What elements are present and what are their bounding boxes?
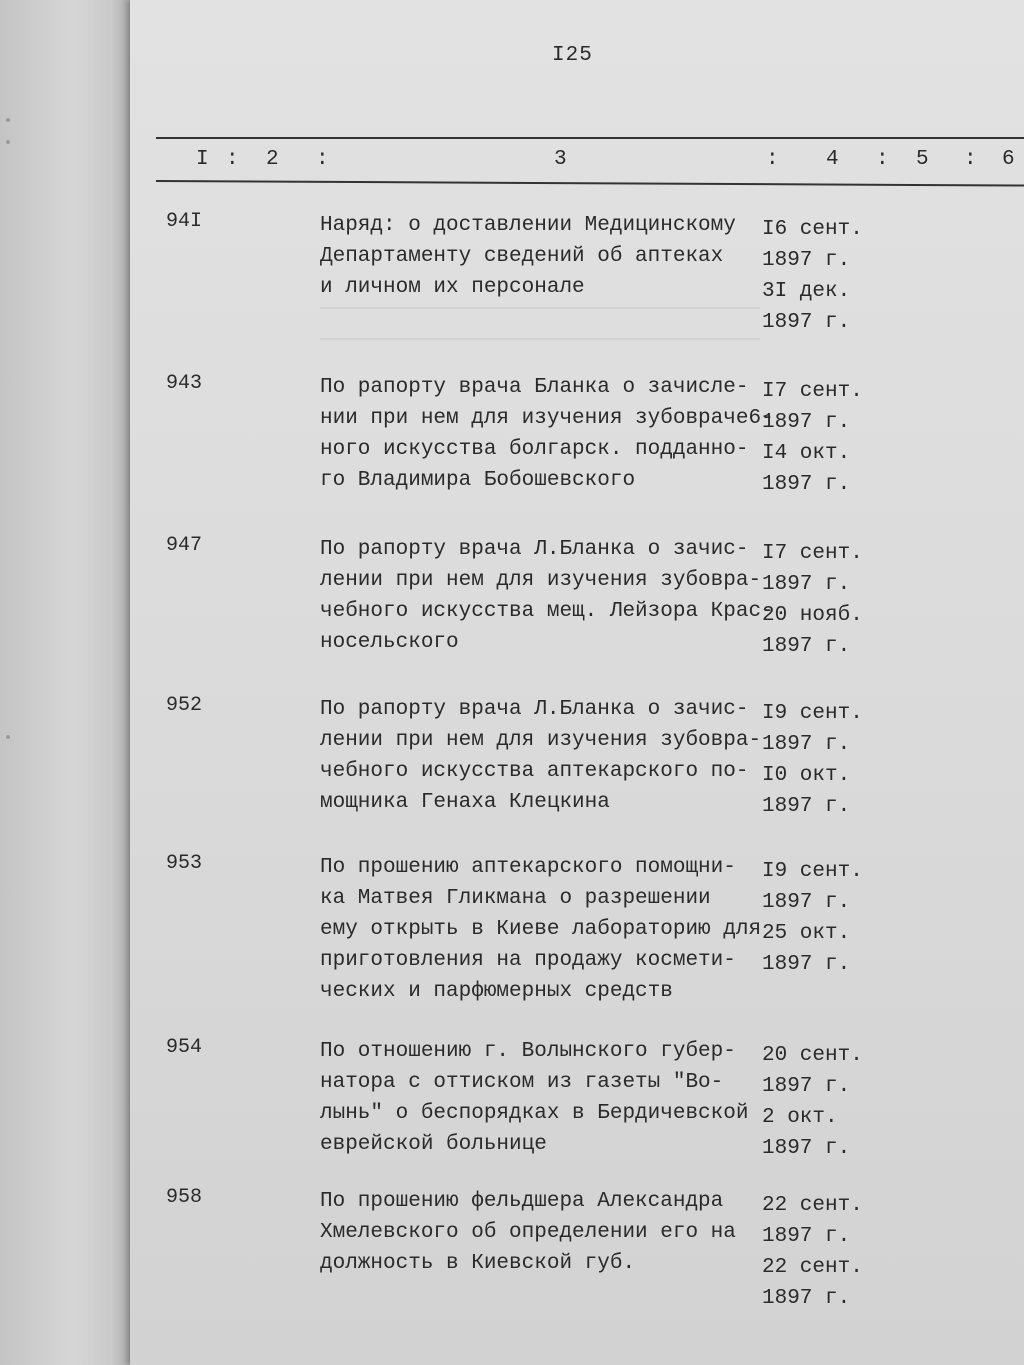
column-separator: : (316, 148, 329, 171)
column-header-6: 6 (1002, 148, 1015, 171)
entry-dates: I7 сент. 1897 г. I4 окт. 1897 г. (762, 380, 863, 496)
entry-number: 947 (166, 534, 203, 557)
entry-dates: I9 сент. 1897 г. 25 окт. 1897 г. (762, 860, 863, 976)
column-separator: : (876, 148, 889, 171)
column-header-2: 2 (266, 148, 279, 171)
bleed-through (320, 300, 760, 340)
entry-dates: 20 сент. 1897 г. 2 окт. 1897 г. (762, 1044, 863, 1160)
entry-number: 958 (166, 1186, 203, 1209)
binding-mark (6, 735, 10, 739)
binding-mark (6, 140, 10, 144)
column-separator: : (226, 148, 239, 171)
binding-mark (6, 118, 10, 122)
entry-number: 943 (166, 372, 203, 395)
entry-number: 952 (166, 694, 203, 717)
column-header-3: 3 (554, 148, 567, 171)
entry-description: По рапорту врача Бланка о зачисле- нии при нем для изучения зубовраче6- ного искусства болгарск. подданно- го Владимира Бобошевского (320, 376, 774, 492)
column-separator: : (766, 148, 779, 171)
entry-dates: 22 сент. 1897 г. 22 сент. 1897 г. (762, 1194, 863, 1310)
entry-dates: I9 сент. 1897 г. I0 окт. 1897 г. (762, 702, 863, 818)
entry-description: Наряд: о доставлении Медицинскому Департаменту сведений об аптеках и личном их персонале (320, 214, 736, 299)
header-rule-bottom (156, 180, 1024, 187)
column-header-1: I (196, 148, 209, 171)
book-spine (0, 0, 132, 1365)
entry-description: По прошению фельдшера Александра Хмелевского об определении его на должность в Киевской губ. (320, 1190, 736, 1275)
column-header-5: 5 (916, 148, 929, 171)
entry-description: По рапорту врача Л.Бланка о зачис- лении при нем для изучения зубовра- чебного искусства аптекарского по- мощника Генаха Клецкина (320, 698, 762, 814)
entry-dates: I7 сент. 1897 г. 20 нояб. 1897 г. (762, 542, 863, 658)
column-separator: : (964, 148, 977, 171)
header-rule-top (156, 137, 1024, 139)
entry-dates: I6 сент. 1897 г. 3I дек. 1897 г. (762, 218, 863, 334)
entry-description: По прошению аптекарского помощни- ка Матвея Гликмана о разрешении ему открыть в Киеве лабораторию для приготовления на продажу космети- ческих и парфюмерных средств (320, 856, 762, 1003)
column-header-4: 4 (826, 148, 839, 171)
document-page (130, 0, 1024, 1365)
entry-description: По рапорту врача Л.Бланка о зачис- лении при нем для изучения зубовра- чебного искусства мещ. Лейзора Крас- носельского (320, 538, 774, 654)
page-number: I25 (552, 44, 593, 67)
entry-number: 954 (166, 1036, 203, 1059)
entry-number: 953 (166, 852, 203, 875)
entry-description: По отношению г. Волынского губер- натора с оттиском из газеты "Во- лынь" о беспорядках в Бердичевской еврейской больнице (320, 1040, 749, 1156)
entry-number: 94I (166, 210, 203, 233)
